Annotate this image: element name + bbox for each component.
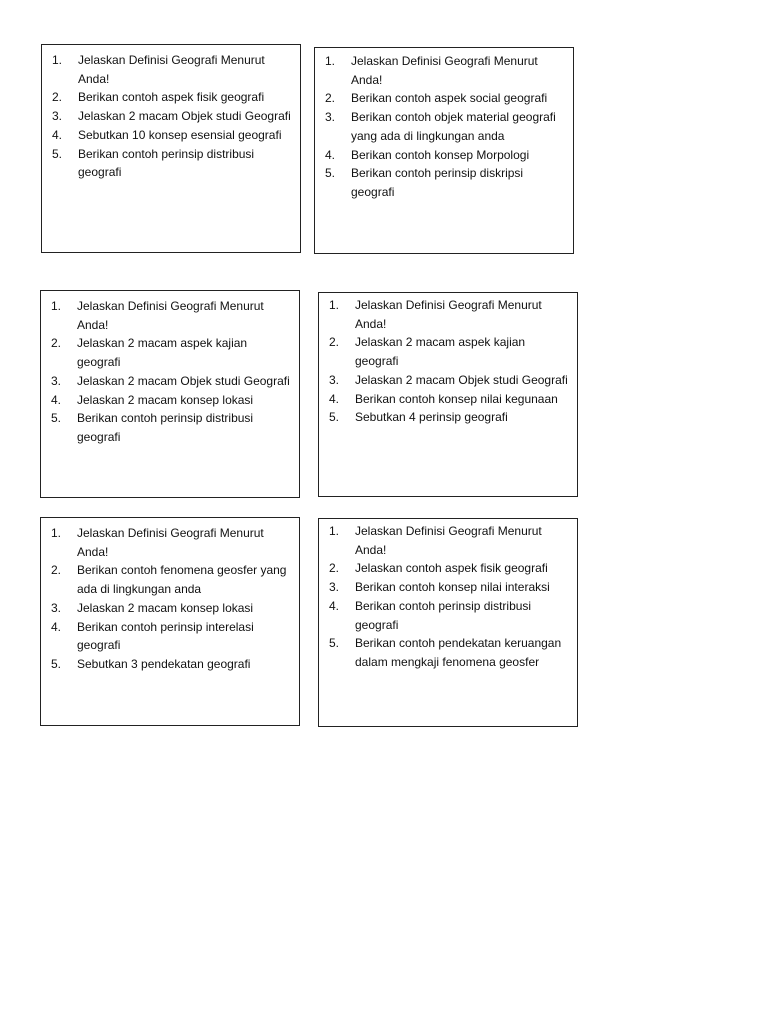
question-text: Jelaskan 2 macam Objek studi Geografi: [77, 373, 290, 388]
question-card-6: [318, 518, 578, 727]
question-number: 4.: [52, 127, 63, 142]
question-number: 2.: [52, 90, 63, 105]
question-text: Jelaskan 2 macam aspek kajian geografi: [355, 335, 526, 369]
question-text: Berikan contoh fenomena geosfer yang ada di lingkungan anda: [77, 563, 287, 597]
question-text: Jelaskan Definisi Geografi Menurut Anda!: [355, 524, 542, 557]
question-number: 4.: [329, 391, 340, 406]
question-number: 4.: [325, 147, 336, 162]
question-item: [51, 334, 293, 371]
question-text: Jelaskan Definisi Geografi Menurut Anda!: [77, 299, 264, 332]
question-text: Sebutkan 4 perinsip geografi: [355, 410, 508, 425]
question-item: [329, 408, 571, 427]
question-text: Jelaskan 2 macam Objek studi Geografi: [355, 372, 568, 387]
question-number: 2.: [51, 336, 62, 351]
question-number: 3.: [51, 600, 62, 615]
question-number: 1.: [329, 524, 340, 538]
question-text: Berikan contoh perinsip distribusi geografi: [355, 598, 532, 632]
question-text: Berikan contoh konsep nilai interaksi: [355, 580, 550, 595]
question-item: [325, 89, 567, 108]
question-list: [51, 297, 293, 447]
question-number: 2.: [51, 563, 62, 578]
question-number: 5.: [52, 146, 63, 161]
question-item: [325, 164, 567, 201]
question-item: [325, 146, 567, 165]
question-item: [329, 296, 571, 333]
question-number: 3.: [329, 372, 340, 387]
question-item: [329, 522, 571, 559]
question-text: Berikan contoh perinsip interelasi geografi: [77, 619, 254, 653]
question-card-3: [40, 290, 300, 498]
question-text: Jelaskan Definisi Geografi Menurut Anda!: [77, 526, 264, 559]
question-item: [329, 578, 571, 597]
question-number: 5.: [51, 411, 62, 426]
question-item: [325, 52, 567, 89]
question-text: Berikan contoh pendekatan keruangan dalam mengkaji fenomena geosfer: [355, 636, 562, 669]
question-number: 3.: [52, 109, 63, 124]
question-card-1: [41, 44, 301, 253]
question-text: Jelaskan Definisi Geografi Menurut Anda!: [355, 298, 542, 331]
question-text: Berikan contoh konsep nilai kegunaan: [355, 391, 558, 406]
question-item: [51, 561, 293, 598]
question-number: 3.: [51, 373, 62, 388]
question-item: [51, 524, 293, 561]
question-item: [52, 88, 294, 107]
question-card-2: [314, 47, 574, 254]
question-card-5: [40, 517, 300, 726]
question-number: 1.: [325, 54, 336, 68]
question-list: [329, 296, 571, 427]
question-text: Berikan contoh objek material geografi yang ada di lingkungan anda: [351, 110, 556, 143]
question-number: 5.: [329, 636, 340, 651]
question-text: Sebutkan 3 pendekatan geografi: [77, 656, 251, 671]
question-text: Berikan contoh aspek fisik geografi: [78, 90, 265, 105]
question-item: [52, 51, 294, 88]
question-text: Berikan contoh perinsip diskripsi geografi: [351, 166, 524, 199]
question-item: [51, 618, 293, 655]
question-number: 4.: [51, 392, 62, 407]
question-number: 1.: [329, 298, 340, 312]
question-number: 4.: [329, 598, 340, 613]
question-list: [325, 52, 567, 202]
question-item: [329, 559, 571, 578]
question-number: 3.: [329, 580, 340, 595]
question-text: Jelaskan Definisi Geografi Menurut Anda!: [78, 53, 265, 86]
question-item: [329, 634, 571, 671]
question-text: Sebutkan 10 konsep esensial geografi: [78, 127, 282, 142]
question-item: [51, 391, 293, 410]
question-text: Berikan contoh aspek social geografi: [351, 91, 548, 106]
question-item: [51, 409, 293, 446]
question-list: [52, 51, 294, 182]
question-text: Jelaskan 2 macam konsep lokasi: [77, 600, 254, 615]
question-text: Berikan contoh konsep Morpologi: [351, 147, 530, 162]
question-item: [51, 297, 293, 334]
question-number: 1.: [52, 53, 63, 67]
question-text: Jelaskan Definisi Geografi Menurut Anda!: [351, 54, 538, 87]
question-item: [329, 371, 571, 390]
question-number: 2.: [325, 91, 336, 106]
question-number: 2.: [329, 335, 340, 350]
question-text: Berikan contoh perinsip distribusi geografi: [77, 411, 254, 444]
question-item: [51, 372, 293, 391]
question-number: 5.: [329, 410, 340, 425]
question-item: [52, 107, 294, 126]
question-number: 1.: [51, 526, 62, 540]
question-text: Jelaskan 2 macam konsep lokasi: [77, 392, 254, 407]
question-text: Jelaskan 2 macam Objek studi Geografi: [78, 109, 291, 124]
question-item: [52, 126, 294, 145]
question-item: [329, 597, 571, 634]
question-list: [51, 524, 293, 674]
question-item: [51, 655, 293, 674]
question-item: [52, 145, 294, 182]
question-list: [329, 522, 571, 672]
question-number: 5.: [325, 166, 336, 181]
question-text: Jelaskan contoh aspek fisik geografi: [355, 561, 548, 576]
question-number: 4.: [51, 619, 62, 634]
question-number: 5.: [51, 656, 62, 671]
question-item: [51, 599, 293, 618]
question-number: 2.: [329, 561, 340, 576]
question-text: Jelaskan 2 macam aspek kajian geografi: [77, 336, 248, 370]
question-number: 3.: [325, 110, 336, 125]
question-card-4: [318, 292, 578, 497]
question-item: [329, 390, 571, 409]
question-text: Berikan contoh perinsip distribusi geografi: [78, 146, 255, 180]
question-number: 1.: [51, 299, 62, 313]
question-item: [329, 333, 571, 370]
question-item: [325, 108, 567, 145]
